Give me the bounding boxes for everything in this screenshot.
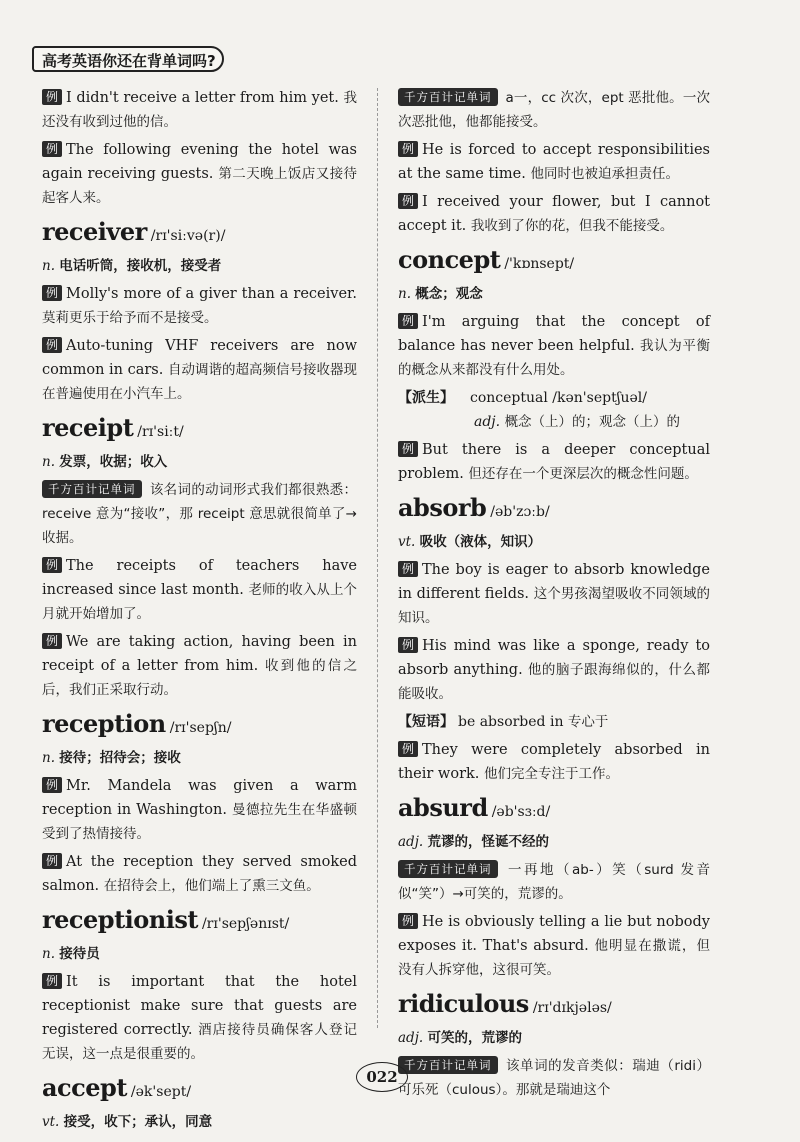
example-sentence: 例 We are taking action, having been in receipt of a letter from him. 收到他的信之后，我们正采取行动。 — [42, 634, 358, 698]
example-sentence: 例 Mr. Mandela was given a warm reception in Washington. 曼德拉先生在华盛顿受到了热情接待。 — [42, 778, 358, 842]
definition: adj. 荒谬的，怪诞不经的 — [398, 834, 549, 850]
memory-tip: 千方百计记单词 一再地（ab-）笑（surd 发音似“笑”）→可笑的，荒谬的。 — [398, 862, 710, 902]
example-sentence: 例 Auto-tuning VHF receivers are now common in cars. 自动调谐的超高频信号接收器现在普遍使用在小汽车上。 — [42, 338, 358, 402]
example-sentence: 例 He is obviously telling a lie but nobody exposes it. That's absurd. 他明显在撒谎，但没有人拆穿他，这很可笑。 — [398, 914, 711, 978]
example-sentence: 例 The following evening the hotel was again receiving guests. 第二天晚上饭店又接待起客人来。 — [42, 142, 358, 206]
example-sentence: 例 He is forced to accept responsibilities at the same time. 他同时也被迫承担责任。 — [398, 142, 710, 182]
memory-tip-tag: 千方百计记单词 — [398, 1056, 498, 1074]
definition: n. 接待；招待会；接收 — [42, 750, 181, 766]
headword-receipt: receipt /rɪ'siːt/ — [42, 413, 184, 442]
example-sentence: 例 His mind was like a sponge, ready to absorb anything. 他的脑子跟海绵似的，什么都能吸收。 — [398, 638, 711, 702]
example-tag: 例 — [42, 973, 62, 989]
example-sentence: 例 They were completely absorbed in their work. 他们完全专注于工作。 — [398, 742, 710, 782]
example-tag: 例 — [42, 141, 62, 157]
example-tag: 例 — [42, 777, 62, 793]
example-sentence: 例 At the reception they served smoked salmon. 在招待会上，他们端上了熏三文鱼。 — [42, 854, 357, 894]
definition: n. 电话听筒，接收机，接受者 — [42, 258, 222, 274]
example-sentence: 例 The receipts of teachers have increased since last month. 老师的收入从上个月就开始增加了。 — [42, 558, 358, 622]
definition: vt. 吸收（液体，知识） — [398, 534, 542, 550]
example-tag: 例 — [42, 633, 62, 649]
column-divider — [377, 88, 378, 1028]
example-tag: 例 — [398, 441, 418, 457]
left-column — [42, 86, 357, 1138]
headword-accept: accept /ək'sept/ — [42, 1073, 192, 1102]
example-tag: 例 — [398, 141, 418, 157]
memory-tip: 千方百计记单词 该单词的发音类似：瑞迪（ridi）可乐死（culous）。那就是瑞迪这个 — [398, 1058, 710, 1098]
right-column — [398, 86, 710, 1106]
example-sentence: 例 I received your flower, but I cannot accept it. 我收到了你的花，但我不能接受。 — [398, 194, 710, 234]
example-sentence: 例 Molly's more of a giver than a receiver. 莫莉更乐于给予而不是接受。 — [42, 286, 357, 326]
memory-tip-tag: 千方百计记单词 — [398, 88, 498, 106]
example-sentence: 例 The boy is eager to absorb knowledge in different fields. 这个男孩渴望吸收不同领域的知识。 — [398, 562, 711, 626]
example-tag: 例 — [42, 285, 62, 301]
example-tag: 例 — [398, 561, 418, 577]
example-sentence: 例 I'm arguing that the concept of balance has never been helpful. 我认为平衡的概念从来都没有什么用处。 — [398, 314, 711, 378]
example-tag: 例 — [42, 89, 62, 105]
example-sentence: 例 It is important that the hotel receptionist make sure that guests are registered correctly. 酒店接待员确保客人登记无误，这一点是很重要的。 — [42, 974, 358, 1062]
memory-tip: 千方百计记单词 a一，cc 次次，ept 恶批他。一次次恶批他，他都能接受。 — [398, 90, 710, 130]
headword-receiver: receiver /rɪ'siːvə(r)/ — [42, 217, 226, 246]
example-tag: 例 — [398, 637, 418, 653]
memory-tip-tag: 千方百计记单词 — [42, 480, 142, 498]
example-sentence: 例 But there is a deeper conceptual problem. 但还存在一个更深层次的概念性问题。 — [398, 442, 710, 482]
definition: n. 概念；观念 — [398, 286, 483, 302]
example-sentence: 例 I didn't receive a letter from him yet. 我还没有收到过他的信。 — [42, 90, 358, 130]
page-number: 022 — [356, 1062, 408, 1092]
running-header: 高考英语你还在背单词吗? — [32, 46, 224, 72]
definition: n. 发票，收据；收入 — [42, 454, 168, 470]
definition: adj. 可笑的，荒谬的 — [398, 1030, 522, 1046]
headword-reception: reception /rɪ'sepʃn/ — [42, 709, 232, 738]
memory-tip-tag: 千方百计记单词 — [398, 860, 498, 878]
example-tag: 例 — [42, 337, 62, 353]
definition: vt. 接受，收下；承认，同意 — [42, 1114, 213, 1130]
headword-absurd: absurd /əb'sɜːd/ — [398, 793, 551, 822]
memory-tip: 千方百计记单词 该名词的动词形式我们都很熟悉：receive 意为“接收”，那 receipt 意思就很简单了→收据。 — [42, 482, 357, 546]
derived-form: 【派生】 conceptual /kən'septʃuəl/ adj. 概念（上）的；观念（上）的 — [398, 390, 681, 430]
example-tag: 例 — [42, 557, 62, 573]
example-tag: 例 — [398, 913, 418, 929]
headword-concept: concept /'kɒnsept/ — [398, 245, 575, 274]
example-tag: 例 — [398, 193, 418, 209]
example-tag: 例 — [398, 313, 418, 329]
phrase: 【短语】 be absorbed in 专心于 — [398, 714, 609, 730]
headword-receptionist: receptionist /rɪ'sepʃənɪst/ — [42, 905, 290, 934]
headword-ridiculous: ridiculous /rɪ'dɪkjələs/ — [398, 989, 612, 1018]
example-tag: 例 — [42, 853, 62, 869]
headword-absorb: absorb /əb'zɔːb/ — [398, 493, 550, 522]
example-tag: 例 — [398, 741, 418, 757]
definition: n. 接待员 — [42, 946, 100, 962]
